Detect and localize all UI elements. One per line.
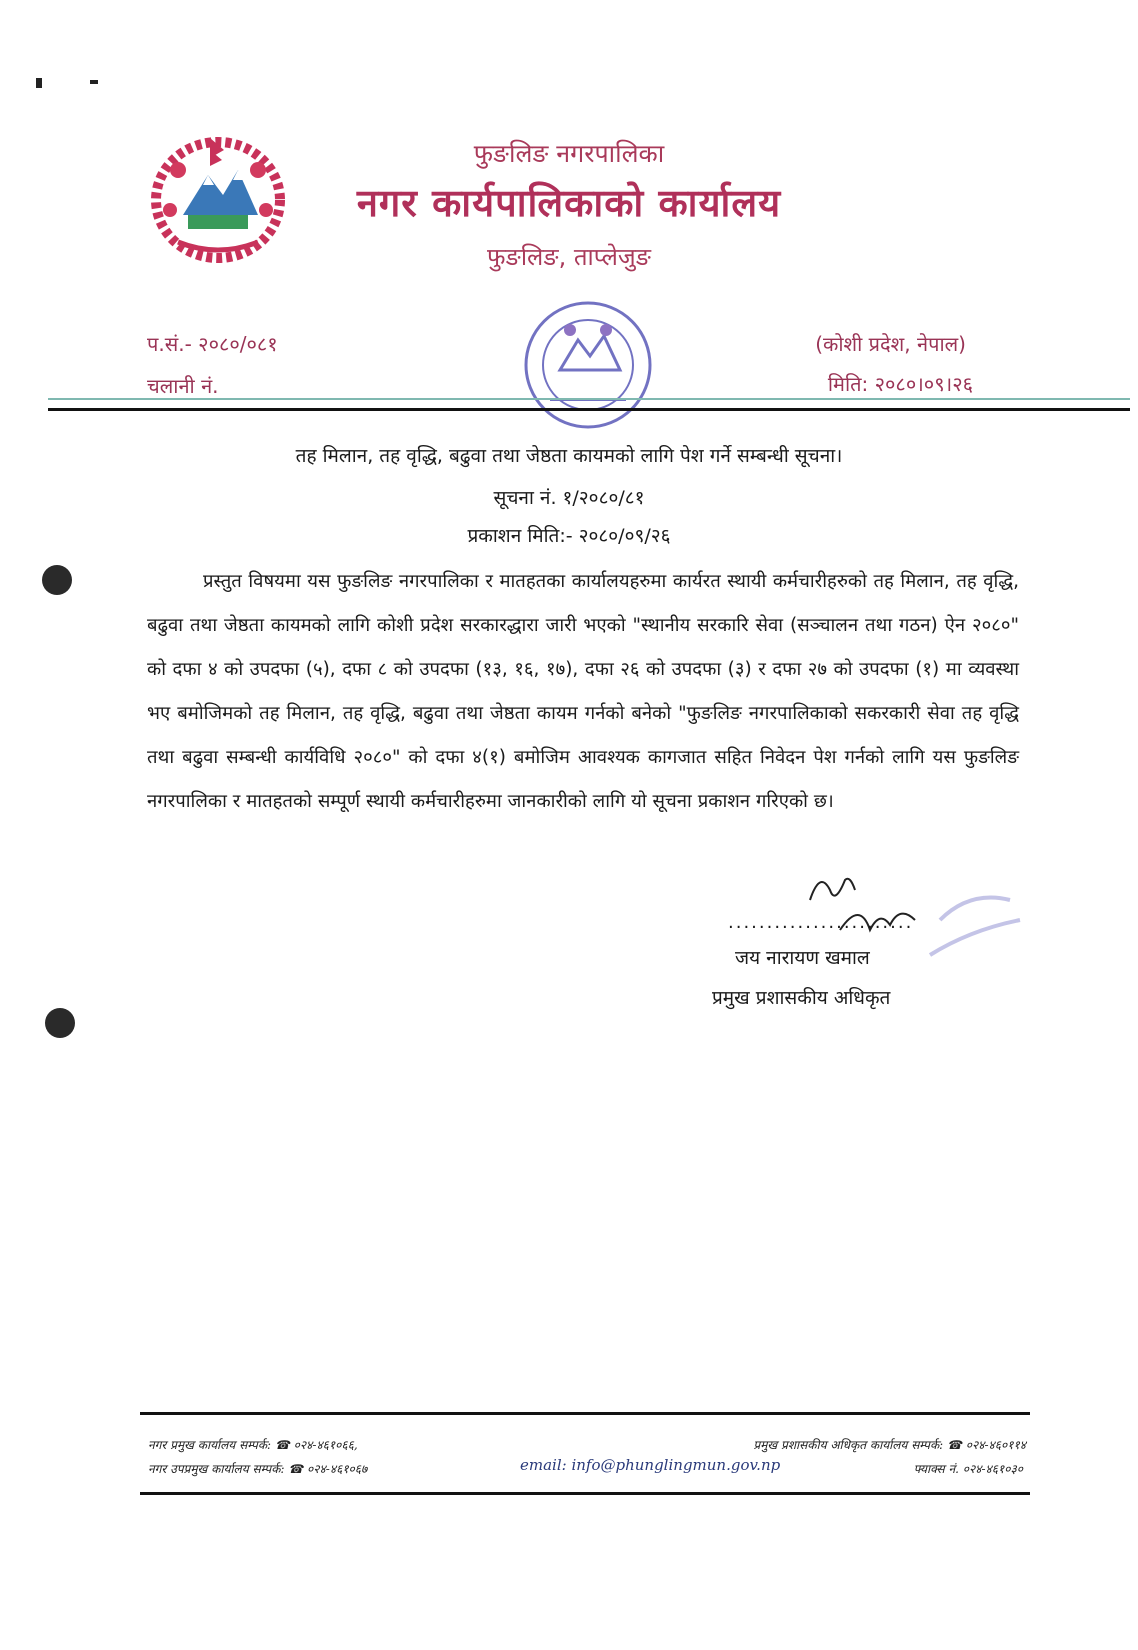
mayor-contact: नगर प्रमुख कार्यालय सम्पर्क: ☎ ०२४-४६१०६६, [148, 1438, 358, 1452]
footer-rule [140, 1492, 1030, 1495]
office-location: फुङलिङ, ताप्लेजुङ [487, 243, 651, 271]
reference-number: प.सं.- २०८०/०८१ [147, 332, 278, 356]
notice-body [147, 560, 1019, 824]
municipality-name: फुङलिङ नगरपालिका [473, 139, 665, 168]
dispatch-number: चलानी नं. [147, 374, 219, 398]
letter-date: मिति: २०८०।०९।२६ [827, 372, 973, 396]
punch-hole [45, 1008, 75, 1038]
cao-contact: प्रमुख प्रशासकीय अधिकृत कार्यालय सम्पर्क: ☎ ०२४-४६०११४ [753, 1438, 1026, 1452]
scan-mark [36, 78, 42, 88]
punch-hole [42, 565, 72, 595]
notice-paragraph: प्रस्तुत विषयमा यस फुङलिङ नगरपालिका र मातहतका कार्यालयहरुमा कार्यरत स्थायी कर्मचारीहरुको तह मिलान, तह वृद्धि, बढुवा तथा जेष्ठता कायमको लागि कोशी प्रदेश सरकारद्धारा जारी भएको "स्थानीय सरकारि सेवा (सञ्चालन तथा गठन) ऐन २०८०" को दफा ४ को उपदफा (५), दफा ८ को उपदफा (१३, १६, १७), दफा २६ को उपदफा (३) र दफा २७ को उपदफा (१) मा व्यवस्था भए बमोजिमको तह मिलान, तह वृद्धि, बढुवा तथा जेष्ठता कायम गर्नको बनेको "फुङलिङ नगरपालिकाको सकरकारी सेवा तह वृद्धि तथा बढुवा सम्बन्धी कार्यविधि २०८०" को दफा ४(१) बमोजिम आवश्यक कागजात सहित निवेदन पेश गर्नको लागि यस फुङलिङ नगरपालिका र मातहतको सम्पूर्ण स्थायी कर्मचारीहरुमा जानकारीको लागि यो सूचना प्रकाशन गरिएको छ। [147, 571, 1019, 812]
fax-number: फ्याक्स नं. ०२४-४६१०३० [913, 1462, 1023, 1476]
email-address: email: info@phunglingmun.gov.np [520, 1456, 781, 1474]
scan-mark [90, 80, 98, 84]
signature-line: ........................ [728, 912, 914, 933]
notice-number: सूचना नं. १/२०८०/८१ [493, 487, 645, 509]
footer-rule [140, 1412, 1030, 1415]
header-rule-teal [48, 398, 1130, 400]
header-rule [48, 408, 1130, 411]
province-label: (कोशी प्रदेश, नेपाल) [815, 332, 966, 356]
office-name: नगर कार्यपालिकाको कार्यालय [356, 181, 782, 225]
deputy-mayor-contact: नगर उपप्रमुख कार्यालय सम्पर्क: ☎ ०२४-४६१०६७ [148, 1462, 368, 1476]
notice-title: तह मिलान, तह वृद्धि, बढुवा तथा जेष्ठता कायमको लागि पेश गर्ने सम्बन्धी सूचना। [295, 445, 843, 467]
office-stamp [500, 290, 675, 440]
signatory-title: प्रमुख प्रशासकीय अधिकृत [712, 987, 891, 1009]
publication-date: प्रकाशन मिति:- २०८०/०९/२६ [467, 525, 671, 547]
signatory-name: जय नारायण खमाल [735, 947, 870, 969]
